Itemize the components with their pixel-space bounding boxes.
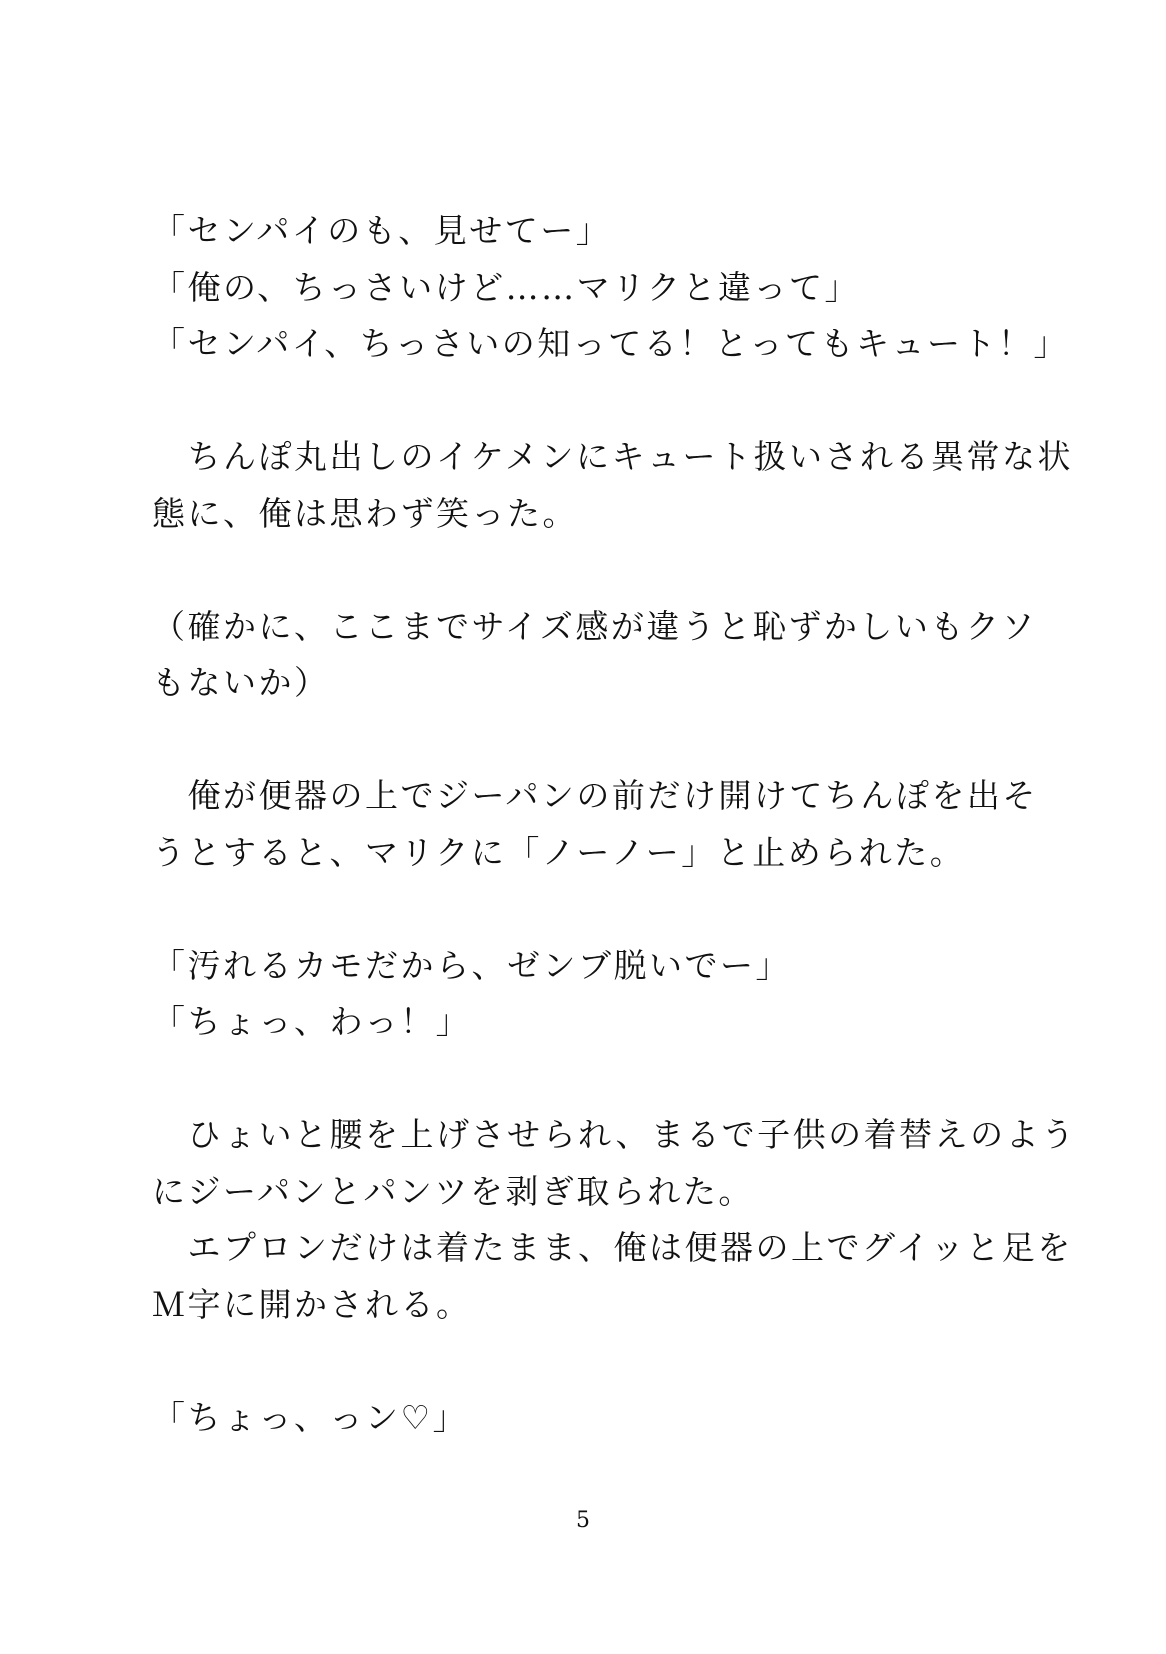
text-line: ちんぽ丸出しのイケメンにキュート扱いされる異常な状 xyxy=(152,437,1074,476)
paragraph xyxy=(152,599,1037,712)
dialogue-line: 「センパイ、ちっさいの知ってる！とってもキュート！」 xyxy=(152,324,1070,363)
dialogue-line: 「ちょっ、わっ！」 xyxy=(152,1002,472,1041)
paragraph xyxy=(152,1390,1022,1447)
text-line: 態に、俺は思わず笑った。 xyxy=(152,493,578,533)
text-line: （確かに、ここまでサイズ感が違うと恥ずかしいもクソ xyxy=(152,606,1037,646)
text-line: ひょいと腰を上げさせられ、まるで子供の着替えのよう xyxy=(152,1115,1077,1154)
text-line: 俺が便器の上でジーパンの前だけ開けてちんぽを出そ xyxy=(152,776,1038,815)
paragraph-gap xyxy=(152,1333,1022,1390)
paragraph-gap xyxy=(152,881,1022,938)
paragraph-gap xyxy=(152,1051,1022,1108)
paragraph xyxy=(152,768,1038,881)
dialogue-line: 「汚れるカモだから、ゼンブ脱いでー」 xyxy=(152,945,791,985)
text-line: にジーパンとパンツを剥ぎ取られた。 xyxy=(152,1171,754,1211)
body-text xyxy=(152,203,1077,1446)
paragraph xyxy=(152,203,1070,373)
paragraph xyxy=(152,1107,1077,1333)
paragraph-gap xyxy=(152,542,1022,599)
text-line: もないか） xyxy=(152,663,330,702)
paragraph xyxy=(152,429,1074,542)
dialogue-line: 「俺の、ちっさいけど……マリクと違って」 xyxy=(152,267,861,307)
dialogue-line: 「ちょっ、っン♡」 xyxy=(152,1397,469,1437)
text-line: うとすると、マリクに「ノーノー」と止められた。 xyxy=(152,832,966,872)
text-line: Ｍ字に開かされる。 xyxy=(152,1284,472,1324)
paragraph xyxy=(152,938,1022,1051)
paragraph-gap xyxy=(152,373,1022,430)
dialogue-line: 「センパイのも、見せてー」 xyxy=(152,211,612,250)
paragraph-gap xyxy=(152,712,1022,769)
text-line: エプロンだけは着たまま、俺は便器の上でグイッと足を xyxy=(152,1228,1073,1267)
page-number: 5 xyxy=(576,1508,590,1533)
